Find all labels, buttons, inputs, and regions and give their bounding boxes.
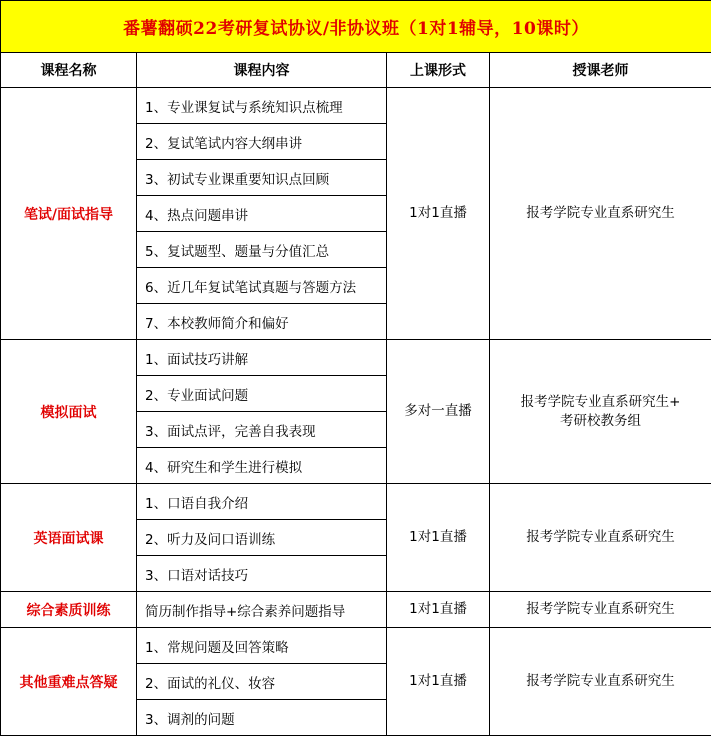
teacher-line: 考研校教务组 — [560, 412, 641, 429]
course-item-cell: 4、热点问题串讲 — [137, 196, 387, 232]
teacher-cell — [490, 484, 711, 592]
teacher-line: 报考学院专业直系研究生+ — [520, 394, 681, 411]
class-mode-cell: 1对1直播 — [387, 484, 490, 592]
course-item-cell: 1、专业课复试与系统知识点梳理 — [137, 88, 387, 124]
header-class-mode: 上课形式 — [387, 53, 490, 88]
table-title: 番薯翻硕22考研复试协议/非协议班（1对1辅导，10课时） — [1, 1, 711, 53]
teacher-line: 报考学院专业直系研究生 — [526, 673, 675, 690]
course-table-body — [1, 1, 711, 736]
teacher-cell — [490, 628, 711, 736]
course-name-cell: 笔试/面试指导 — [1, 88, 137, 340]
course-item-cell: 1、常规问题及回答策略 — [137, 628, 387, 664]
teacher-cell — [490, 340, 711, 484]
table-row — [1, 88, 711, 124]
teacher-line: 报考学院专业直系研究生 — [526, 601, 675, 618]
course-item-cell: 3、调剂的问题 — [137, 700, 387, 736]
teacher-cell — [490, 592, 711, 628]
course-name-cell: 英语面试课 — [1, 484, 137, 592]
table-row — [1, 592, 711, 628]
class-mode-cell: 多对一直播 — [387, 340, 490, 484]
course-item-cell: 4、研究生和学生进行模拟 — [137, 448, 387, 484]
course-item-cell: 3、口语对话技巧 — [137, 556, 387, 592]
teacher-line: 报考学院专业直系研究生 — [526, 205, 675, 222]
course-item-cell: 2、面试的礼仪、妆容 — [137, 664, 387, 700]
course-item-cell: 6、近几年复试笔试真题与答题方法 — [137, 268, 387, 304]
course-item-cell: 2、专业面试问题 — [137, 376, 387, 412]
course-item-cell: 7、本校教师简介和偏好 — [137, 304, 387, 340]
course-name-cell: 模拟面试 — [1, 340, 137, 484]
class-mode-cell: 1对1直播 — [387, 88, 490, 340]
course-item-cell: 5、复试题型、题量与分值汇总 — [137, 232, 387, 268]
teacher-line: 报考学院专业直系研究生 — [526, 529, 675, 546]
course-name-cell: 综合素质训练 — [1, 592, 137, 628]
table-row — [1, 484, 711, 520]
header-course-content: 课程内容 — [137, 53, 387, 88]
teacher-cell — [490, 88, 711, 340]
class-mode-cell: 1对1直播 — [387, 628, 490, 736]
class-mode-cell: 1对1直播 — [387, 592, 490, 628]
header-course-name: 课程名称 — [1, 53, 137, 88]
header-teacher: 授课老师 — [490, 53, 711, 88]
course-name-cell: 其他重难点答疑 — [1, 628, 137, 736]
course-item-cell: 2、听力及问口语训练 — [137, 520, 387, 556]
course-item-cell: 3、面试点评，完善自我表现 — [137, 412, 387, 448]
course-item-cell: 2、复试笔试内容大纲串讲 — [137, 124, 387, 160]
course-item-cell: 1、口语自我介绍 — [137, 484, 387, 520]
course-item-cell: 1、面试技巧讲解 — [137, 340, 387, 376]
table-row — [1, 340, 711, 376]
table-row — [1, 628, 711, 664]
course-item-cell: 简历制作指导+综合素养问题指导 — [137, 592, 387, 628]
course-item-cell: 3、初试专业课重要知识点回顾 — [137, 160, 387, 196]
